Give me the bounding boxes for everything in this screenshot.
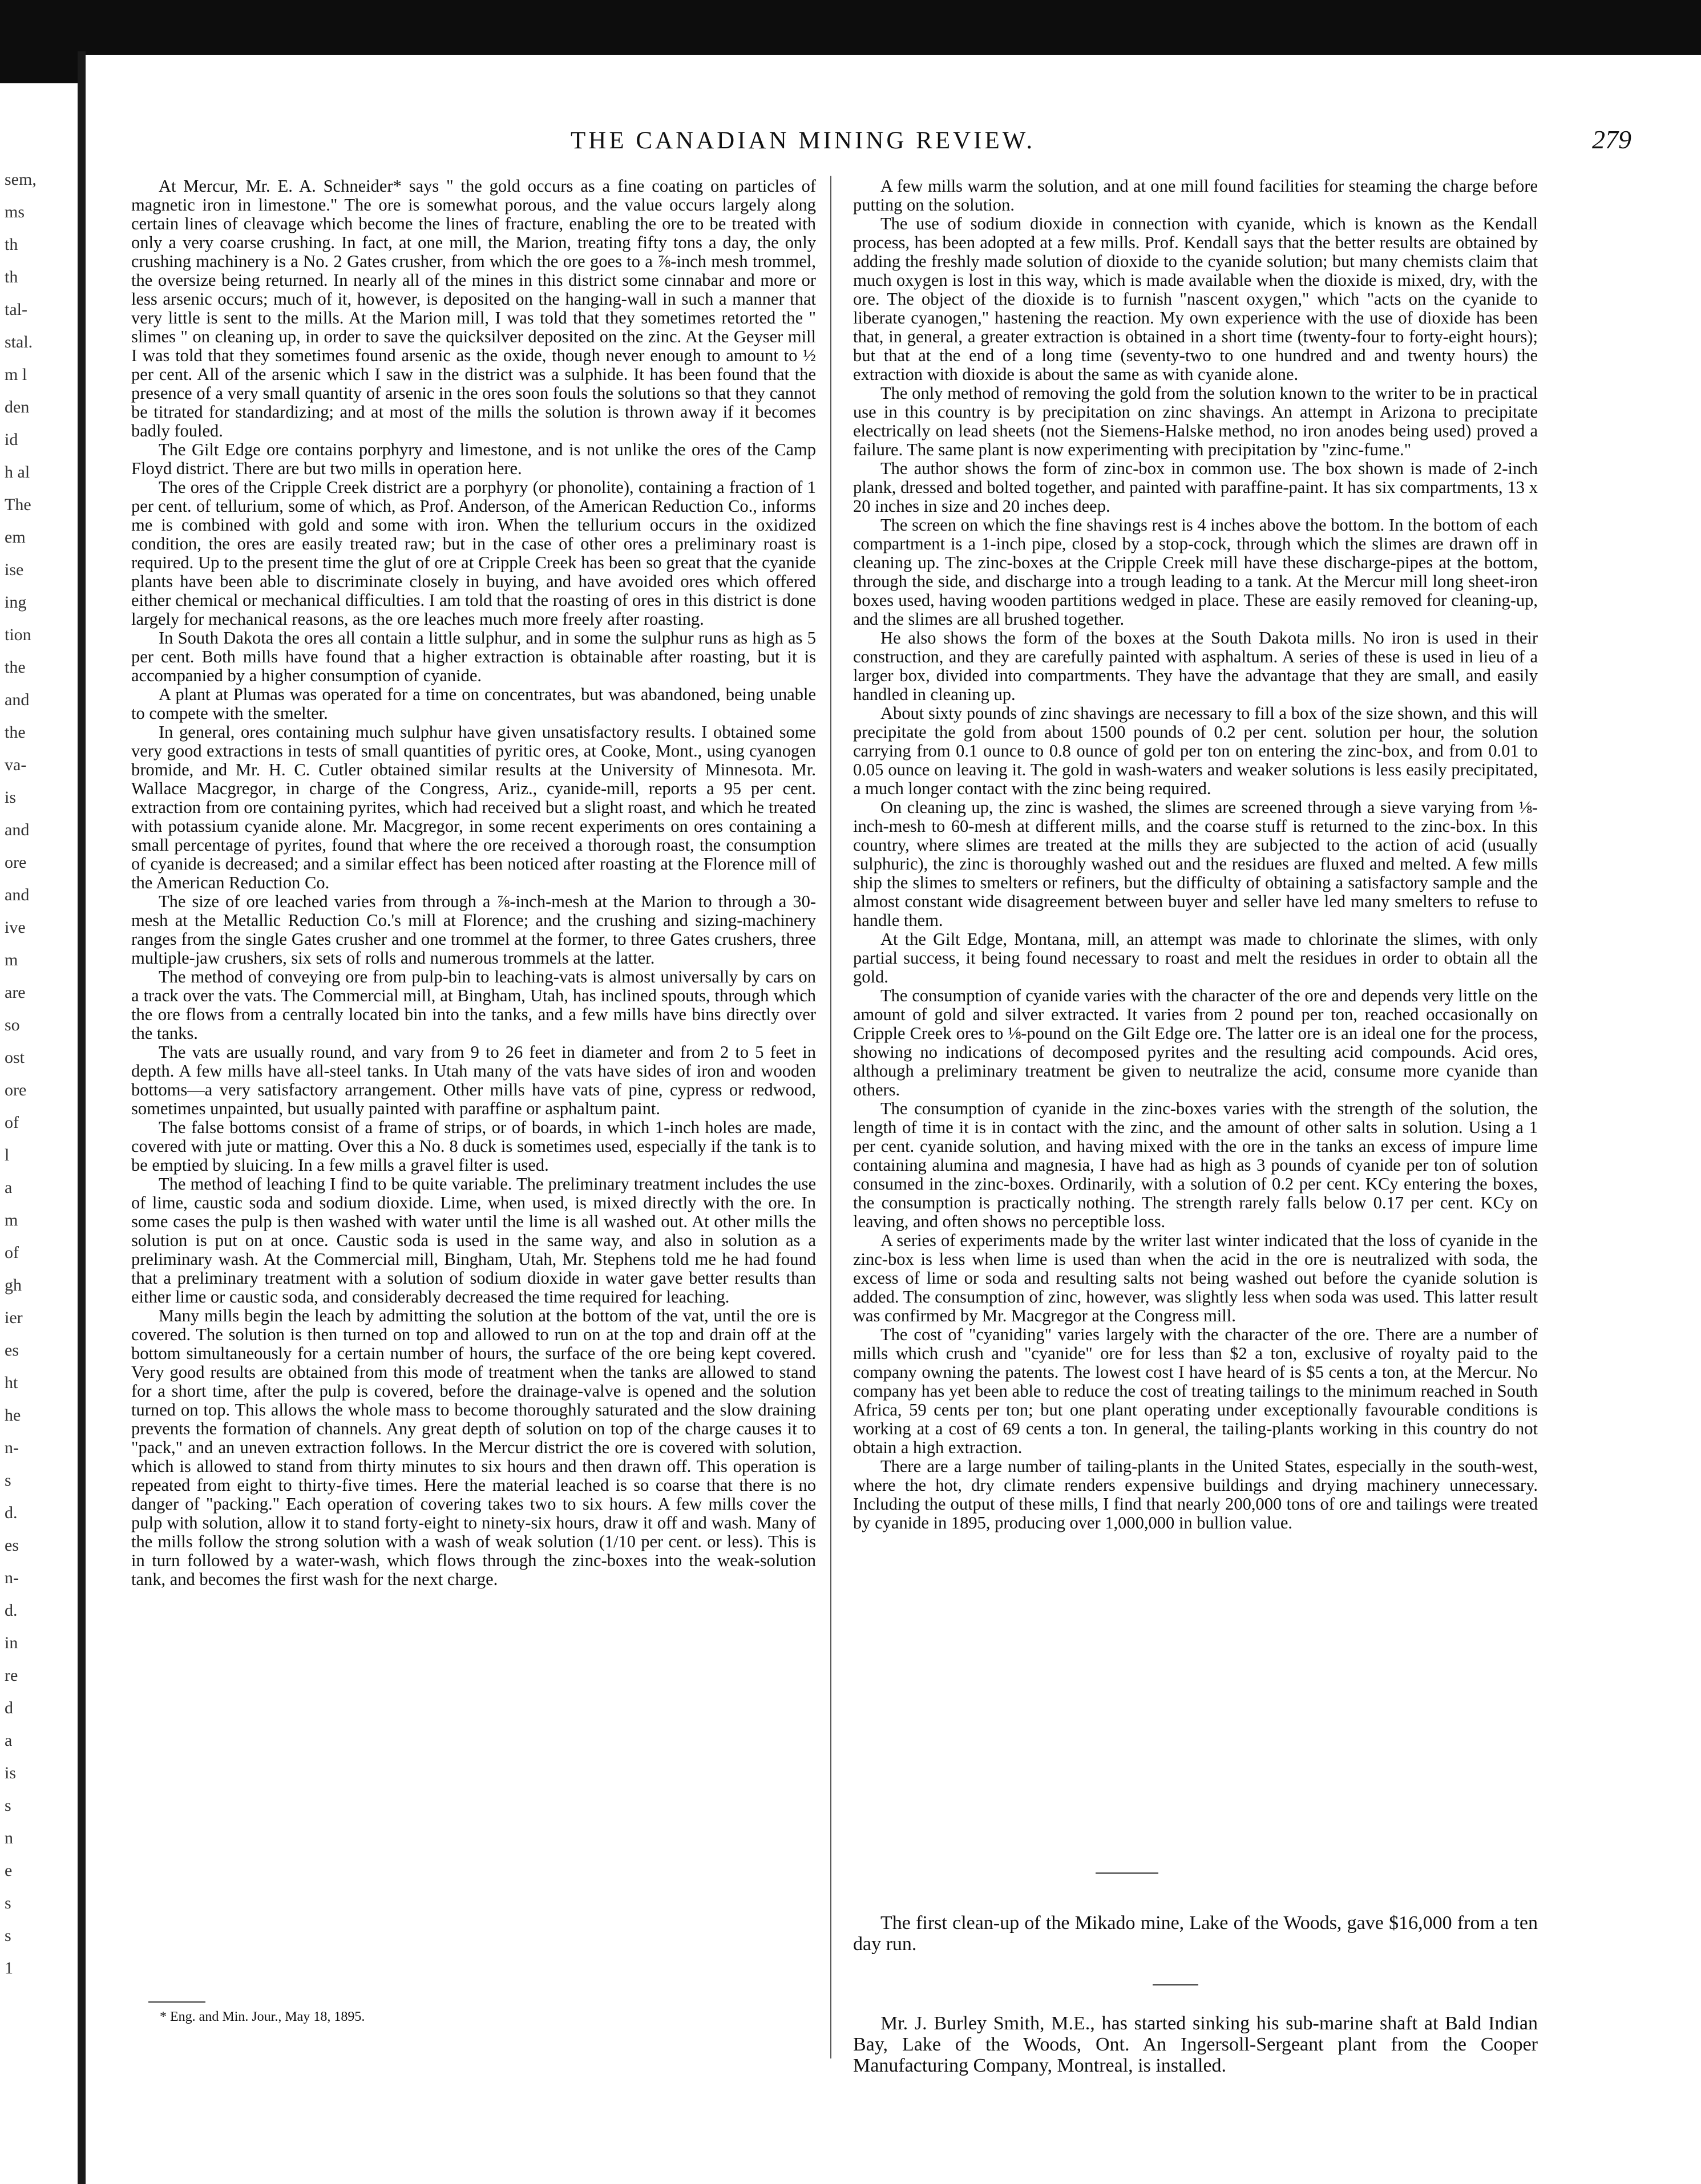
margin-fragment: n- xyxy=(5,1438,19,1457)
notice-text: Mr. J. Burley Smith, M.E., has started sinking his sub-marine shaft at Bald Indian Bay, Lake of the Woods, Ont. An Ingersoll-Sergeant plant from the Cooper Manufacturing Company, Montreal, is installed. xyxy=(853,2013,1538,2076)
column-divider xyxy=(830,176,831,2058)
paragraph: A plant at Plumas was operated for a time on concentrates, but was abandoned, being unable to compete with the smelter. xyxy=(131,685,816,723)
paragraph: The cost of "cyaniding" varies largely with the character of the ore. There are a number of mills which crush and "cyanide" ore for less than $2 a ton, exclusive of royalty paid to the company owning the patents. The lowest cost I have heard of is $5 cents a ton, at the Mercur. No company has yet been able to reduce the cost of treating tailings to the minimum reached in South Africa, 59 cents per ton; but one plant operating under exceptionally favourable conditions is working at a cost of 69 cents a ton. In general, the tailing-plants working in this country do not obtain a high extraction. xyxy=(853,1325,1538,1457)
margin-fragment: m xyxy=(5,951,18,969)
margin-fragment: are xyxy=(5,983,26,1002)
section-divider-2 xyxy=(1153,1984,1198,1985)
paragraph: The size of ore leached varies from through a ⅞-inch-mesh at the Marion to through a 30-mesh at the Metallic Reduction Co.'s mill at Florence; and the crushing and sizing-machinery ranges from the single Gates crusher and one trommel at the former, to three Gates crushers, three multiple-jaw crushers, six sets of rolls and numerous trommels at the latter. xyxy=(131,892,816,968)
scan-top-border xyxy=(0,0,1701,55)
margin-fragment: ost xyxy=(5,1048,25,1067)
notice-submarine-shaft xyxy=(853,2013,1538,2076)
margin-fragment: and xyxy=(5,820,30,839)
paragraph: A few mills warm the solution, and at one mill found facilities for steaming the charge before putting on the solution. xyxy=(853,176,1538,215)
margin-fragment: he xyxy=(5,1406,21,1425)
margin-fragment: s xyxy=(5,1796,11,1815)
margin-fragment: and xyxy=(5,885,30,904)
paragraph: The author shows the form of zinc-box in common use. The box shown is made of 2-inch plank, dressed and bolted together, and painted with paraffine-paint. It has six compartments, 13 x 20 inches in size and 20 inches deep. xyxy=(853,459,1538,516)
article-right-column xyxy=(853,177,1538,1532)
margin-fragment: den xyxy=(5,398,30,416)
margin-fragment: m xyxy=(5,1211,18,1229)
margin-fragment: The xyxy=(5,495,31,514)
paragraph: At the Gilt Edge, Montana, mill, an attempt was made to chlorinate the slimes, with only partial success, it being found necessary to roast and melt the residues in order to obtain all the gold. xyxy=(853,929,1538,986)
margin-fragment: l xyxy=(5,1146,10,1164)
margin-fragment: 1 xyxy=(5,1959,13,1977)
margin-fragment: tal- xyxy=(5,300,27,319)
margin-fragment: es xyxy=(5,1536,19,1555)
margin-fragment: h al xyxy=(5,463,30,482)
paragraph: The Gilt Edge ore contains porphyry and limestone, and is not unlike the ores of the Camp Floyd district. There are but two mills in operation here. xyxy=(131,440,816,478)
paragraph: About sixty pounds of zinc shavings are necessary to fill a box of the size shown, and this will precipitate the gold from about 1500 pounds of 0.2 per cent. solution per hour, the solution carrying from 0.1 ounce to 0.8 ounce of gold per ton on entering the zinc-box, and from 0.01 to 0.05 ounce on leaving it. The gold in wash-waters and weaker solutions is less easily precipitated, a much longer contact with the zinc being required. xyxy=(853,703,1538,798)
paragraph: The consumption of cyanide varies with the character of the ore and depends very little on the amount of gold and silver extracted. It varies from 2 pound per ton, reached occasionally on Cripple Creek ores to ⅛-pound on the Gilt Edge ore. The latter ore is an ideal one for the process, showing no indications of decomposed pyrites and the resulting acid compounds. Acid ores, although a preliminary treatment be given to neutralize the acid, consume more cyanide than others. xyxy=(853,986,1538,1099)
margin-fragment: va- xyxy=(5,755,27,774)
margin-fragment: s xyxy=(5,1926,11,1945)
paragraph: The screen on which the fine shavings rest is 4 inches above the bottom. In the bottom of each compartment is a 1-inch pipe, closed by a stop-cock, through which the slimes are drawn off in cleaning up. The zinc-boxes at the Cripple Creek mill have these discharge-pipes at the bottom, through the side, and discharge into a trough leading to a tank. At the Mercur mill long sheet-iron boxes used, having wooden partitions wedged in place. These are easily removed for cleaning-up, and the slimes are all brushed together. xyxy=(853,515,1538,629)
margin-fragment: so xyxy=(5,1016,20,1034)
margin-fragment: ms xyxy=(5,203,25,221)
running-header: THE CANADIAN MINING REVIEW. xyxy=(571,127,1036,154)
paragraph: The vats are usually round, and vary from 9 to 26 feet in diameter and from 2 to 5 feet in depth. A few mills have all-steel tanks. In Utah many of the vats have sides of iron and wooden bottoms—a very satisfactory arrangement. Other mills have vats of pine, cypress or redwood, sometimes unpainted, but usually painted with paraffine or asphaltum paint. xyxy=(131,1042,816,1118)
notice-mikado-cleanup xyxy=(853,1912,1538,1955)
margin-fragment: th xyxy=(5,268,18,286)
paragraph: The method of leaching I find to be quite variable. The preliminary treatment includes the use of lime, caustic soda and sodium dioxide. Lime, when used, is mixed directly with the ore. In some cases the pulp is then washed with water until the lime is all washed out. At other mills the solution is put on at once. Caustic soda is used in the same way, and also in solution as a preliminary wash. At the Commercial mill, Bingham, Utah, Mr. Stephens told me he had found that a preliminary treatment with a solution of sodium dioxide in water gave better results than either lime or caustic soda, and considerably decreased the time required for leaching. xyxy=(131,1174,816,1307)
margin-fragment: the xyxy=(5,723,26,742)
margin-fragment: the xyxy=(5,658,26,677)
article-left-column xyxy=(131,177,816,1589)
margin-fragment: th xyxy=(5,235,18,254)
margin-fragment: a xyxy=(5,1178,13,1197)
margin-fragment: sem, xyxy=(5,170,37,189)
paragraph: The ores of the Cripple Creek district are a porphyry (or phonolite), containing a fraction of 1 per cent. of tellurium, some of which, as Prof. Anderson, of the American Reduction Co., informs me is combined with gold and some with iron. When the tellurium occurs in the oxidized condition, the ores are easily treated raw; but in the case of other ores a preliminary roast is required. Up to the present time the glut of ore at Cripple Creek has been so great that the cyanide plants have been able to discriminate closely in buying, and have avoided ores which offered either chemical or mechanical difficulties. I am told that the roasting of ores in this district is done largely for mechanical reasons, as the ore leaches much more freely after roasting. xyxy=(131,478,816,629)
margin-fragment: of xyxy=(5,1113,19,1132)
margin-fragment: re xyxy=(5,1666,18,1685)
margin-fragment: gh xyxy=(5,1276,22,1295)
margin-fragment: ing xyxy=(5,593,27,612)
paragraph: The use of sodium dioxide in connection with cyanide, which is known as the Kendall process, has been adopted at a few mills. Prof. Kendall says that the better results are obtained by adding the freshly made solution of dioxide to the cyanide solution; but many chemists claim that much oxygen is lost in this way, which is made available when the dioxide is mixed, dry, with the ore. The object of the dioxide is to furnish "nascent oxygen," which "acts on the cyanide to liberate cyanogen," hastening the reaction. My own experience with the use of dioxide has been that, in general, a greater extraction is obtained in a short time (twenty-four to forty-eight hours); but that at the end of a long time (seventy-two to one hundred and and twenty hours) the extraction with dioxide is about the same as with cyanide alone. xyxy=(853,214,1538,384)
paragraph: Many mills begin the leach by admitting the solution at the bottom of the vat, until the ore is covered. The solution is then turned on top and allowed to run on at the top and drain off at the bottom simultaneously for a certain number of hours, the surface of the ore being kept covered. Very good results are obtained from this mode of treatment when the tanks are allowed to stand for a short time, after the pulp is covered, before the drainage-valve is opened and the solution turned on top. This allows the whole mass to become thoroughly saturated and the slow draining prevents the formation of channels. Any great depth of solution on top of the charge causes it to "pack," and an uneven extraction follows. In the Mercur district the ore is covered with solution, which is allowed to stand from thirty minutes to six hours and then drawn off. This operation is repeated from eight to thirty-five times. Here the material leached is so coarse that there is no danger of "packing." Each operation of covering takes two to six hours. A few mills cover the pulp with solution, allow it to stand forty-eight to ninety-six hours, draw it off and wash. Many of the mills follow the strong solution with a wash of weak solution (1/10 per cent. or less). This is in turn followed by a water-wash, which flows through the zinc-boxes into the weak-solution tank, and becomes the first wash for the next charge. xyxy=(131,1306,816,1589)
scan-corner-border xyxy=(0,55,86,83)
margin-fragment: ise xyxy=(5,560,24,579)
section-divider-1 xyxy=(1096,1872,1158,1874)
paragraph: The consumption of cyanide in the zinc-boxes varies with the strength of the solution, the length of time it is in contact with the zinc, and the amount of other salts in solution. Using a 1 per cent. cyanide solution, and having mixed with the ore in the tanks an excess of impure lime containing alumina and magnesia, I have had as high as 3 pounds of cyanide per ton of solution consumed in the zinc-boxes. Ordinarily, with a solution of 0.2 per cent. KCy entering the boxes, the consumption is practically nothing. The strength rarely falls below 0.17 per cent. KCy on leaving, and often shows no perceptible loss. xyxy=(853,1099,1538,1231)
margin-fragment: d. xyxy=(5,1503,18,1522)
paragraph: The only method of removing the gold from the solution known to the writer to be in practical use in this country is by precipitation on zinc shavings. An attempt in Arizona to precipitate electrically on lead sheets (not the Siemens-Halske method, no iron anodes being used) proved a failure. The same plant is now experimenting with precipitation by "zinc-fume." xyxy=(853,383,1538,459)
margin-fragment: d xyxy=(5,1698,13,1717)
footnote-rule xyxy=(148,2001,205,2003)
paragraph: In South Dakota the ores all contain a little sulphur, and in some the sulphur runs as high as 5 per cent. Both mills have found that a higher extraction is obtainable after roasting, but it is accompanied by a higher consumption of cyanide. xyxy=(131,628,816,685)
margin-fragment: n- xyxy=(5,1568,19,1587)
margin-fragment: ht xyxy=(5,1373,18,1392)
margin-fragment: ier xyxy=(5,1308,23,1327)
paragraph: The method of conveying ore from pulp-bin to leaching-vats is almost universally by cars on a track over the vats. The Commercial mill, at Bingham, Utah, has inclined spouts, through which the ore flows from a centrally located bin into the tanks, and a few mills have bins directly over the tanks. xyxy=(131,967,816,1043)
paragraph: On cleaning up, the zinc is washed, the slimes are screened through a sieve varying from ⅛-inch-mesh to 60-mesh at different mills, and the coarse stuff is returned to the zinc-box. In this country, where slimes are treated at the mills they are subjected to the action of acid (usually sulphuric), the zinc is thoroughly washed out and the residues are fluxed and melted. A few mills ship the slimes to smelters or refiners, but the difficulty of obtaining a satisfactory sample and the almost constant wide disagreement between buyer and seller have led many smelters to refuse to handle them. xyxy=(853,798,1538,930)
notice-text: The first clean-up of the Mikado mine, Lake of the Woods, gave $16,000 from a ten day run. xyxy=(853,1912,1538,1955)
page-number: 279 xyxy=(1592,125,1631,154)
paragraph: The false bottoms consist of a frame of strips, or of boards, in which 1-inch holes are made, covered with jute or matting. Over this a No. 8 duck is sometimes used, especially if the tank is to be emptied by sluicing. In a few mills a gravel filter is used. xyxy=(131,1118,816,1175)
margin-fragment: d. xyxy=(5,1601,18,1620)
binding-gutter xyxy=(78,51,86,2184)
margin-fragment: is xyxy=(5,1764,17,1782)
margin-fragment: id xyxy=(5,430,18,449)
margin-fragment: in xyxy=(5,1633,18,1652)
margin-fragment: tion xyxy=(5,625,31,644)
margin-fragment: ore xyxy=(5,853,27,872)
paragraph: There are a large number of tailing-plants in the United States, especially in the south-west, where the hot, dry climate renders expensive buildings and drying machinery unnecessary. Including the output of these mills, I find that nearly 200,000 tons of ore and tailings were treated by cyanide in 1895, producing over 1,000,000 in bullion value. xyxy=(853,1457,1538,1532)
paragraph: At Mercur, Mr. E. A. Schneider* says " the gold occurs as a fine coating on particles of magnetic iron in limestone." The ore is somewhat porous, and the value occurs largely along certain lines of cleavage which become the lines of fracture, enabling the ore to be treated with only a very coarse crushing. In fact, at one mill, the Marion, treating fifty tons a day, the only crushing machinery is a No. 2 Gates crusher, from which the ore goes to a ⅞-inch mesh trommel, the oversize being returned. In nearly all of the mines in this district some cinnabar and more or less arsenic occurs; much of it, however, is deposited on the hanging-wall in such a manner that very little is sent to the mills. At the Marion mill, I was told that they sometimes retorted the " slimes " on cleaning up, in order to save the quicksilver deposited on the zinc. At the Geyser mill I was told that they sometimes found arsenic as the oxide, though never enough to amount to ½ per cent. All of the arsenic which I saw in the district was a sulphide. It has been found that the presence of a very small quantity of arsenic in the ores soon fouls the solutions so that they cannot be titrated for standardizing; and at most of the mills the solution is thrown away if it becomes badly fouled. xyxy=(131,176,816,440)
margin-fragment: is xyxy=(5,788,17,807)
margin-fragment: and xyxy=(5,690,30,709)
margin-fragment: n xyxy=(5,1829,13,1847)
margin-fragment: ore xyxy=(5,1081,27,1099)
margin-fragment: stal. xyxy=(5,333,33,351)
footnote: * Eng. and Min. Jour., May 18, 1895. xyxy=(160,2009,365,2024)
paragraph: A series of experiments made by the writer last winter indicated that the loss of cyanide in the zinc-box is less when lime is used than when the acid in the ore is neutralized with soda, the excess of lime or soda and resulting salts not being washed out before the cyanide solution is added. The consumption of zinc, however, was slightly less when soda was used. This latter result was confirmed by Mr. Macgregor at the Congress mill. xyxy=(853,1231,1538,1325)
margin-fragment: ive xyxy=(5,918,26,937)
paragraph: He also shows the form of the boxes at the South Dakota mills. No iron is used in their construction, and they are carefully painted with asphaltum. A series of these is used in lieu of a larger box, divided into compartments. They have the advantage that they are small, and easily handled in cleaning up. xyxy=(853,628,1538,704)
margin-fragment: m l xyxy=(5,365,27,384)
margin-fragment: s xyxy=(5,1894,11,1912)
margin-fragment: e xyxy=(5,1861,13,1880)
margin-fragment: s xyxy=(5,1471,11,1490)
margin-fragment: em xyxy=(5,528,26,547)
margin-fragment: es xyxy=(5,1341,19,1360)
paragraph: In general, ores containing much sulphur have given unsatisfactory results. I obtained some very good extractions in tests of small quantities of pyritic ores, at Cooke, Mont., using cyanogen bromide, and Mr. H. C. Cutler obtained similar results at the University of Minnesota. Mr. Wallace Macgregor, in charge of the Congress, Ariz., cyanide-mill, reports a 95 per cent. extraction from ore containing pyrites, which had received but a slight roast, and which he treated with potassium cyanide alone. Mr. Macgregor, in some recent experiments on ores containing a small percentage of pyrites, found that where the ore received a thorough roast, the consumption of cyanide is decreased; and a similar effect has been noticed after roasting at the Florence mill of the American Reduction Co. xyxy=(131,722,816,892)
margin-fragment: of xyxy=(5,1243,19,1262)
margin-fragment: a xyxy=(5,1731,13,1750)
